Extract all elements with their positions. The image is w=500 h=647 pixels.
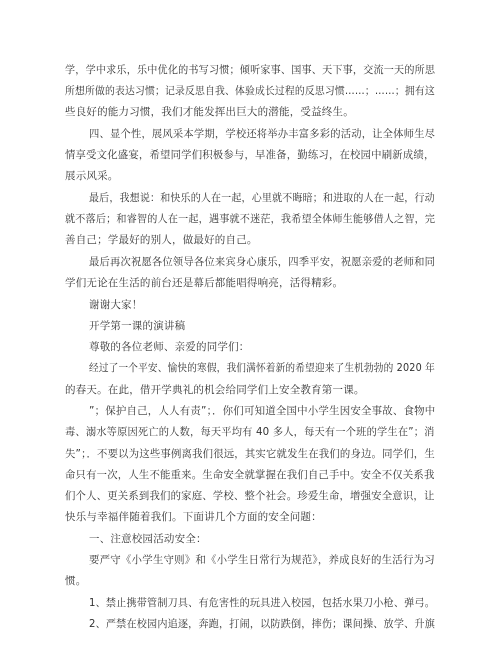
text-line: 要严守《小学生守则》和《小学生日常行为规范》，养成良好的生活行为习 — [89, 554, 435, 566]
text-line: 善自己；学最好的别人，做最好的自己。 — [65, 234, 258, 246]
text-line: 谢谢大家！ — [89, 299, 143, 311]
text-line: 展示风采。 — [65, 170, 119, 182]
text-line: 学，学中求乐，乐中优化的书写习惯；倾听家事、国事、天下事，交流一天的所思 — [65, 64, 436, 76]
text-line: 快乐与幸福伴随着我们。下面讲几个方面的安全问题： — [65, 511, 322, 523]
text-line: 2、严禁在校园内追逐，奔跑，打闹，以防跌倒，摔伤；课间操、放学、升旗 — [89, 618, 435, 630]
text-line: 些良好的能力习惯，我们才能发挥出巨大的潜能，受益终生。 — [65, 106, 354, 118]
text-line: 毒、溺水等原因死亡的人数，每天平均有 40 多人，每天有一个班的学生在”；消 — [65, 426, 435, 438]
text-line: 学们无论在生活的前台还是幕后都能唱得响亮，活得精彩。 — [65, 277, 344, 289]
text-line: 尊敬的各位老师、亲爱的同学们： — [89, 341, 250, 353]
section-heading: 开学第一课的演讲稿 — [89, 320, 186, 332]
text-line: 一、注意校园活动安全： — [89, 533, 207, 545]
text-line: 经过了一个平安、愉快的寒假，我们满怀着新的希望迎来了生机勃勃的 2020 年 — [89, 362, 436, 374]
text-line: 所想所做的表达习惯；记录反思自我、体验成长过程的反思习惯……；……；拥有这 — [65, 85, 435, 97]
text-line: 四、显个性，展风采本学期，学校还将举办丰富多彩的活动，让全体师生尽 — [89, 128, 436, 140]
text-line: 就不落后；和睿智的人在一起，遇事就不迷茫，我希望全体师生能够借人之智，完 — [65, 213, 436, 225]
text-line: 最后再次祝愿各位领导各位来宾身心康乐，四季平安，祝愿亲爱的老师和同 — [89, 256, 436, 268]
text-line: 们个人、更关系到我们的家庭、学校、整个社会。珍爱生命，增强安全意识，让 — [65, 490, 435, 502]
text-line: 失”；．不要以为这些事例离我们很远，其实它就发生在我们的身边。同学们，生 — [65, 448, 435, 460]
text-line: 情享受文化盛宴，希望同学们积极参与，早准备，勤练习，在校园中刷新成绩， — [65, 149, 435, 161]
text-line: 1、禁止携带管制刀具、有危害性的玩具进入校园，包括水果刀小枪、弹弓。 — [89, 597, 435, 609]
text-line: 命只有一次，人生不能重来。生命安全就掌握在我们自己手中。安全不仅关系我 — [65, 469, 435, 481]
text-line: 惯。 — [65, 575, 87, 587]
text-line: 的春天。在此，借开学典礼的机会给同学们上安全教育第一课。 — [65, 384, 365, 396]
text-line: ”；保护自己，人人有责”；．你们可知道全国中小学生因安全事故、食物中 — [89, 405, 436, 417]
text-line: 最后，我想说：和快乐的人在一起，心里就不晦暗；和进取的人在一起，行动 — [89, 192, 435, 204]
